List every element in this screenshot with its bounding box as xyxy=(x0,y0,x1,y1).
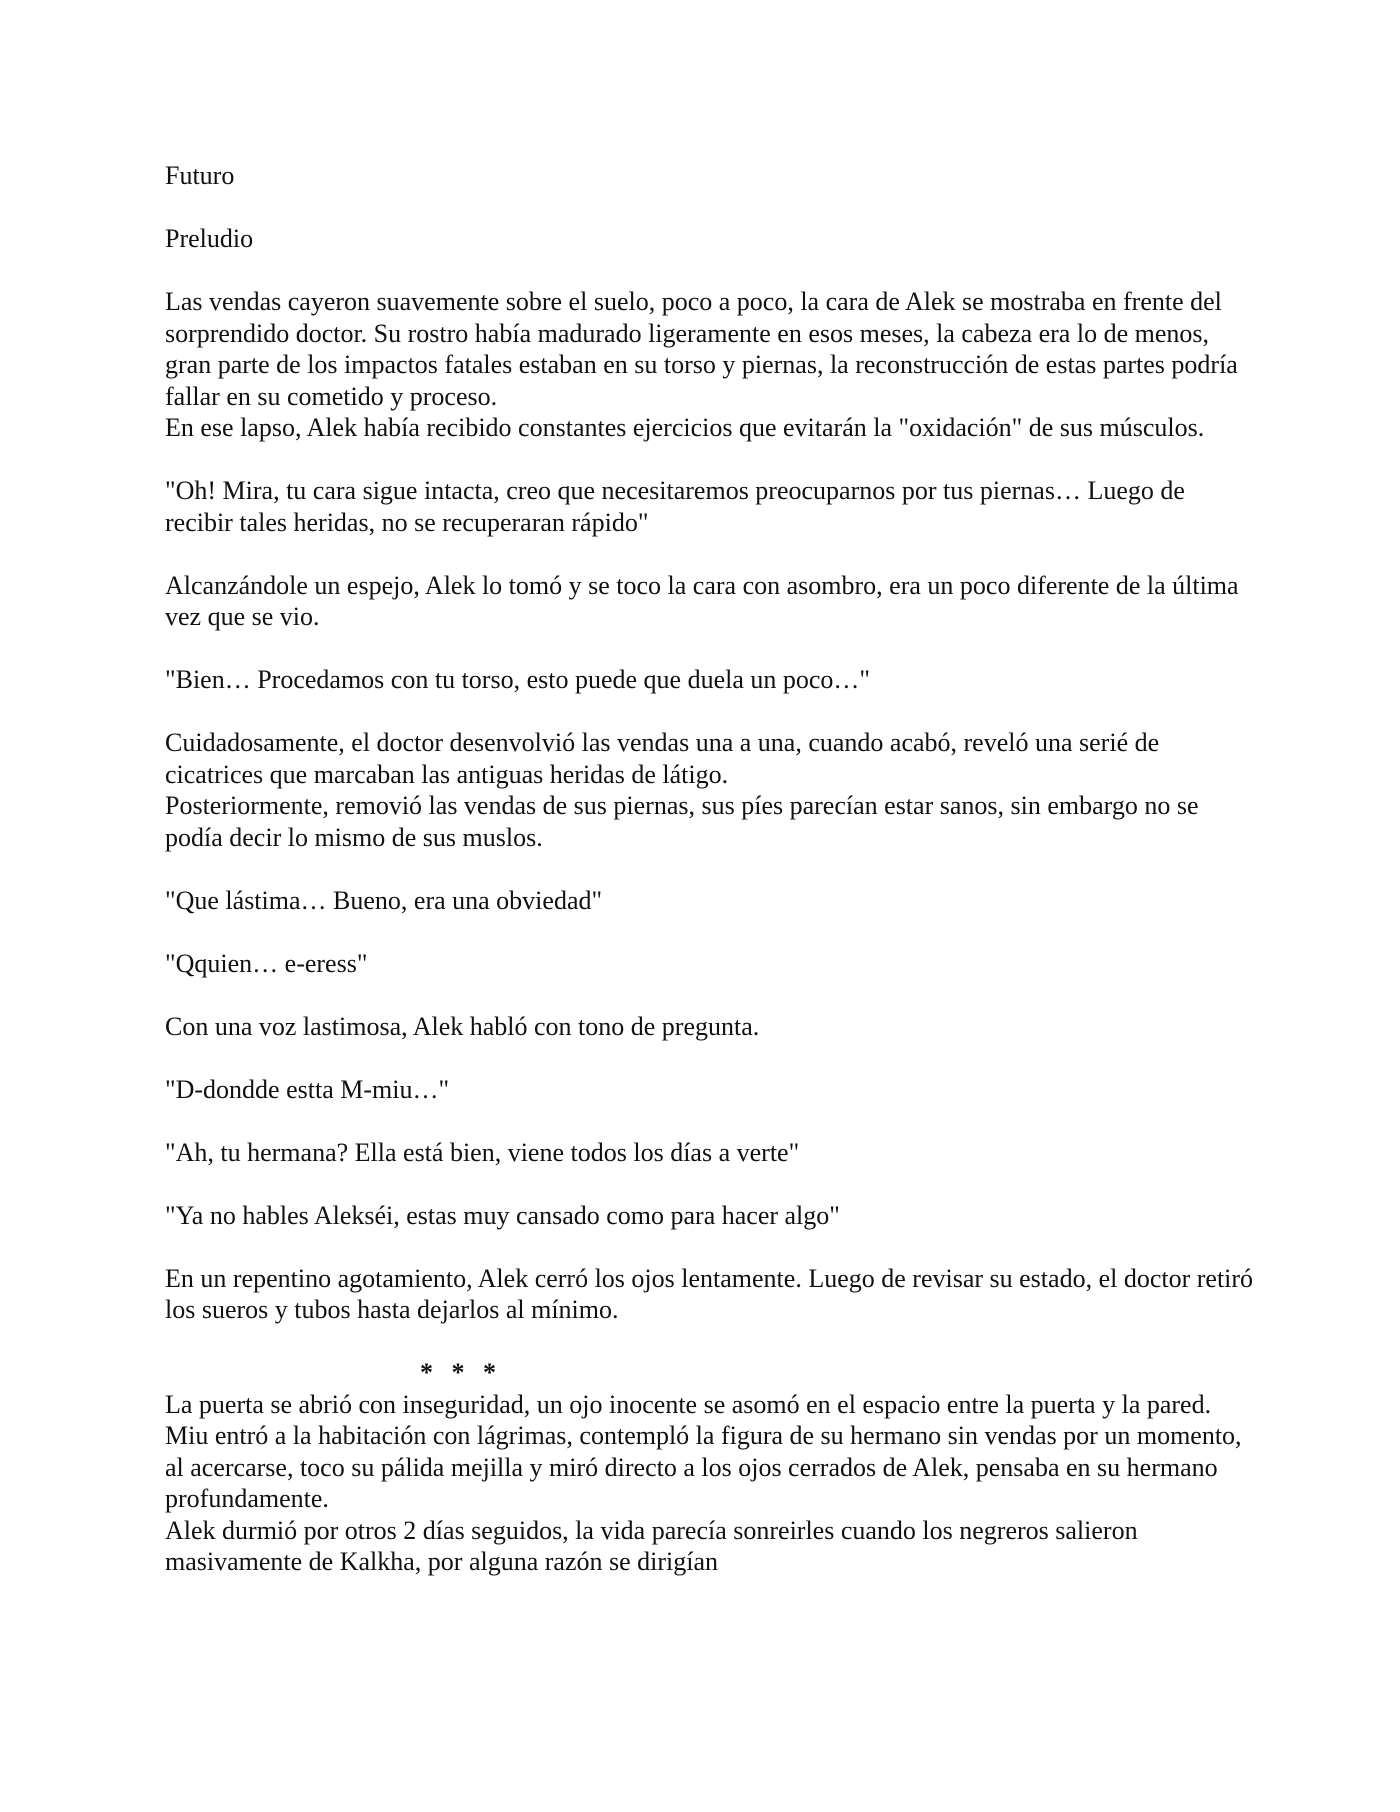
document-subtitle: Preludio xyxy=(165,224,254,253)
paragraph: "Bien… Procedamos con tu torso, esto puede que duela un poco…" xyxy=(165,665,871,694)
paragraph: "Oh! Mira, tu cara sigue intacta, creo que necesitaremos preocuparnos por tus piernas… Luego de recibir tales heridas, no se recuperaran rápido" xyxy=(165,476,1185,537)
paragraph: "Qquien… e-eress" xyxy=(165,948,368,978)
paragraph: "Ya no hables Alekséi, estas muy cansado como para hacer algo" xyxy=(165,1200,840,1230)
paragraph: "Ah, tu hermana? Ella está bien, viene todos los días a verte" xyxy=(165,1137,800,1167)
paragraph: "Que lástima… Bueno, era una obviedad" xyxy=(165,885,603,915)
paragraph: Alek durmió por otros 2 días seguidos, la vida parecía sonreirles cuando los negreros salieron masivamente de Kalkha, por alguna razón se dirigían xyxy=(165,1515,1138,1576)
paragraph: En ese lapso, Alek había recibido constantes ejercicios que evitarán la "oxidación" de sus músculos. xyxy=(165,413,1205,442)
document-page xyxy=(165,160,1255,1578)
paragraph: Cuidadosamente, el doctor desenvolvió las vendas una a una, cuando acabó, reveló una serié de cicatrices que marcaban las antiguas heridas de látigo. xyxy=(165,728,1160,789)
paragraph: "D-dondde estta M-miu…" xyxy=(165,1074,450,1104)
section-separator: * * * xyxy=(420,1358,502,1387)
paragraph: Con una voz lastimosa, Alek habló con tono de pregunta. xyxy=(165,1011,760,1041)
paragraph: La puerta se abrió con inseguridad, un ojo inocente se asomó en el espacio entre la puerta y la pared. Miu entró a la habitación con lágrimas, contempló la figura de su hermano sin vendas por un momento, al acercarse, toco su pálida mejilla y miró directo a los ojos cerrados de Alek, pensaba en su hermano profundamente. xyxy=(165,1389,1242,1513)
paragraph: Alcanzándole un espejo, Alek lo tomó y se toco la cara con asombro, era un poco diferente de la última vez que se vio. xyxy=(165,570,1239,631)
paragraph: Posteriormente, removió las vendas de sus piernas, sus píes parecían estar sanos, sin embargo no se podía decir lo mismo de sus muslos. xyxy=(165,791,1199,852)
paragraph: En un repentino agotamiento, Alek cerró los ojos lentamente. Luego de revisar su estado, el doctor retiró los sueros y tubos hasta dejarlos al mínimo. xyxy=(165,1263,1254,1324)
paragraph: Las vendas cayeron suavemente sobre el suelo, poco a poco, la cara de Alek se mostraba en frente del sorprendido doctor. Su rostro había madurado ligeramente en esos meses, la cabeza era lo de menos, gran parte de los impactos fatales estaban en su torso y piernas, la reconstrucción de estas partes podría fallar en su cometido y proceso. xyxy=(165,287,1238,411)
document-title: Futuro xyxy=(165,161,235,190)
